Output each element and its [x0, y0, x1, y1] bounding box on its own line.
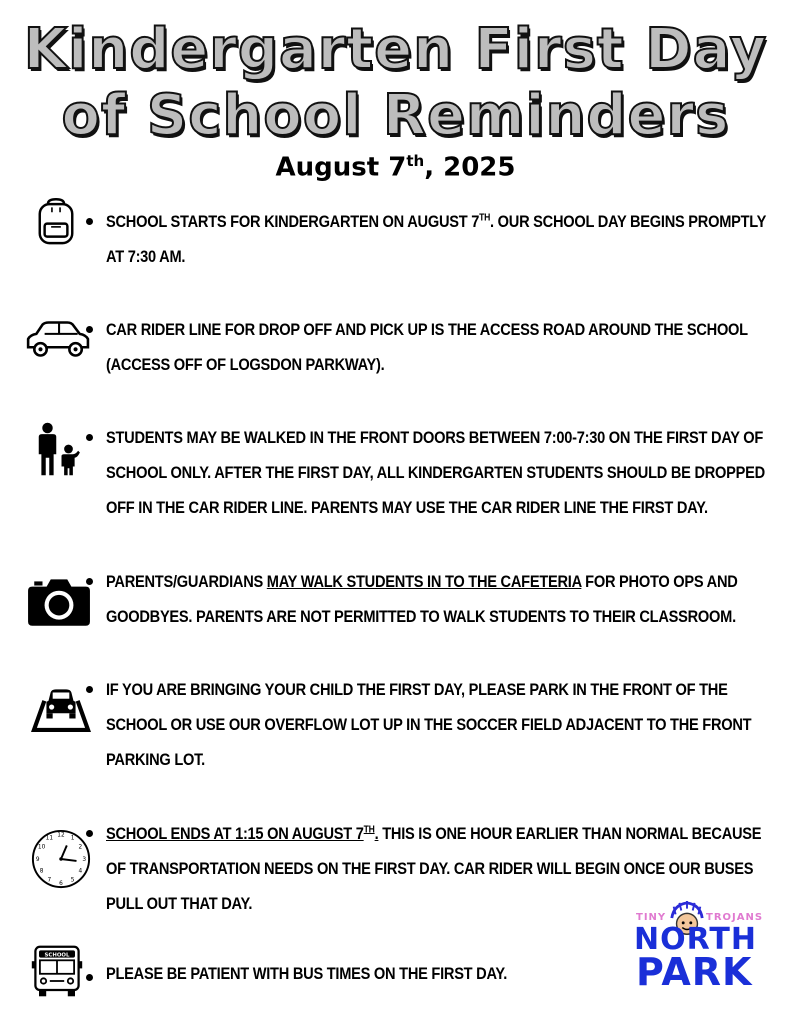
svg-text:11: 11: [45, 835, 54, 842]
svg-text:8: 8: [39, 868, 44, 875]
svg-text:7: 7: [47, 877, 52, 884]
reminder-text: PLEASE BE PATIENT WITH BUS TIMES ON THE FIRST DAY.: [106, 964, 508, 983]
logo-tiny: TINY: [636, 912, 667, 923]
svg-text:9: 9: [35, 856, 40, 863]
bullet: [86, 686, 93, 693]
svg-text:6: 6: [59, 881, 63, 888]
reminder-text: IF YOU ARE BRINGING YOUR CHILD THE FIRST DAY, PLEASE PARK IN THE FRONT OF THE SCHOOL OR USE OUR OVERFLOW LOT UP IN THE SOCCER FIELD ADJACENT TO THE FRONT PARKING LOT.: [106, 680, 752, 769]
camera-icon: [26, 574, 92, 628]
bullet: [86, 578, 93, 585]
logo-trojans: TROJANS: [706, 912, 764, 923]
reminder-text: SCHOOL ENDS AT 1:15 ON AUGUST 7TH. THIS IS ONE HOUR EARLIER THAN NORMAL BECAUSE OF TRANSPORTATION NEEDS ON THE FIRST DAY. CAR RIDER WILL BEGIN ONCE OUR BUSES PULL OUT THAT DAY.: [106, 824, 762, 913]
date-heading: August 7th, 2025: [275, 152, 516, 183]
svg-text:12: 12: [57, 832, 65, 839]
svg-text:4: 4: [78, 868, 83, 875]
clock-icon: [30, 828, 92, 890]
svg-text:3: 3: [82, 856, 87, 863]
title-line-2: of School Reminders: [61, 83, 730, 148]
logo-north: NORTH: [634, 922, 757, 957]
reminder-text: STUDENTS MAY BE WALKED IN THE FRONT DOORS BETWEEN 7:00-7:30 ON THE FIRST DAY OF SCHOOL ONLY. AFTER THE FIRST DAY, ALL KINDERGARTEN STUDENTS SHOULD BE DROPPED OFF IN THE CAR RIDER LINE. PARENTS MAY USE THE CAR RIDER LINE THE FIRST DAY.: [106, 428, 765, 517]
svg-text:2: 2: [78, 844, 83, 851]
car-icon: [24, 318, 90, 360]
bullet: [86, 830, 93, 837]
bullet: [86, 218, 93, 225]
north-park-logo: [632, 900, 764, 994]
bullet: [86, 974, 93, 981]
reminder-text: SCHOOL STARTS FOR KINDERGARTEN ON AUGUST 7TH. OUR SCHOOL DAY BEGINS PROMPTLY AT 7:30 AM.: [106, 212, 767, 266]
backpack-icon: [30, 192, 82, 252]
reminder-text: PARENTS/GUARDIANS MAY WALK STUDENTS IN TO THE CAFETERIA FOR PHOTO OPS AND GOODBYES. PARENTS ARE NOT PERMITTED TO WALK STUDENTS TO THEIR CLASSROOM.: [106, 572, 738, 626]
svg-text:1: 1: [70, 835, 75, 842]
title-line-1: Kindergarten First Day: [23, 17, 768, 82]
svg-text:5: 5: [70, 877, 75, 884]
bullet: [86, 326, 93, 333]
parent-child-icon: [30, 416, 86, 482]
bus-sign-text: SCHOOL: [44, 952, 70, 959]
logo-park: PARK: [636, 950, 753, 994]
school-bus-icon: [30, 944, 84, 1000]
bullet: [86, 434, 93, 441]
reminder-text: CAR RIDER LINE FOR DROP OFF AND PICK UP IS THE ACCESS ROAD AROUND THE SCHOOL (ACCESS OFF OF LOGSDON PARKWAY).: [106, 320, 748, 374]
svg-text:10: 10: [37, 844, 46, 851]
